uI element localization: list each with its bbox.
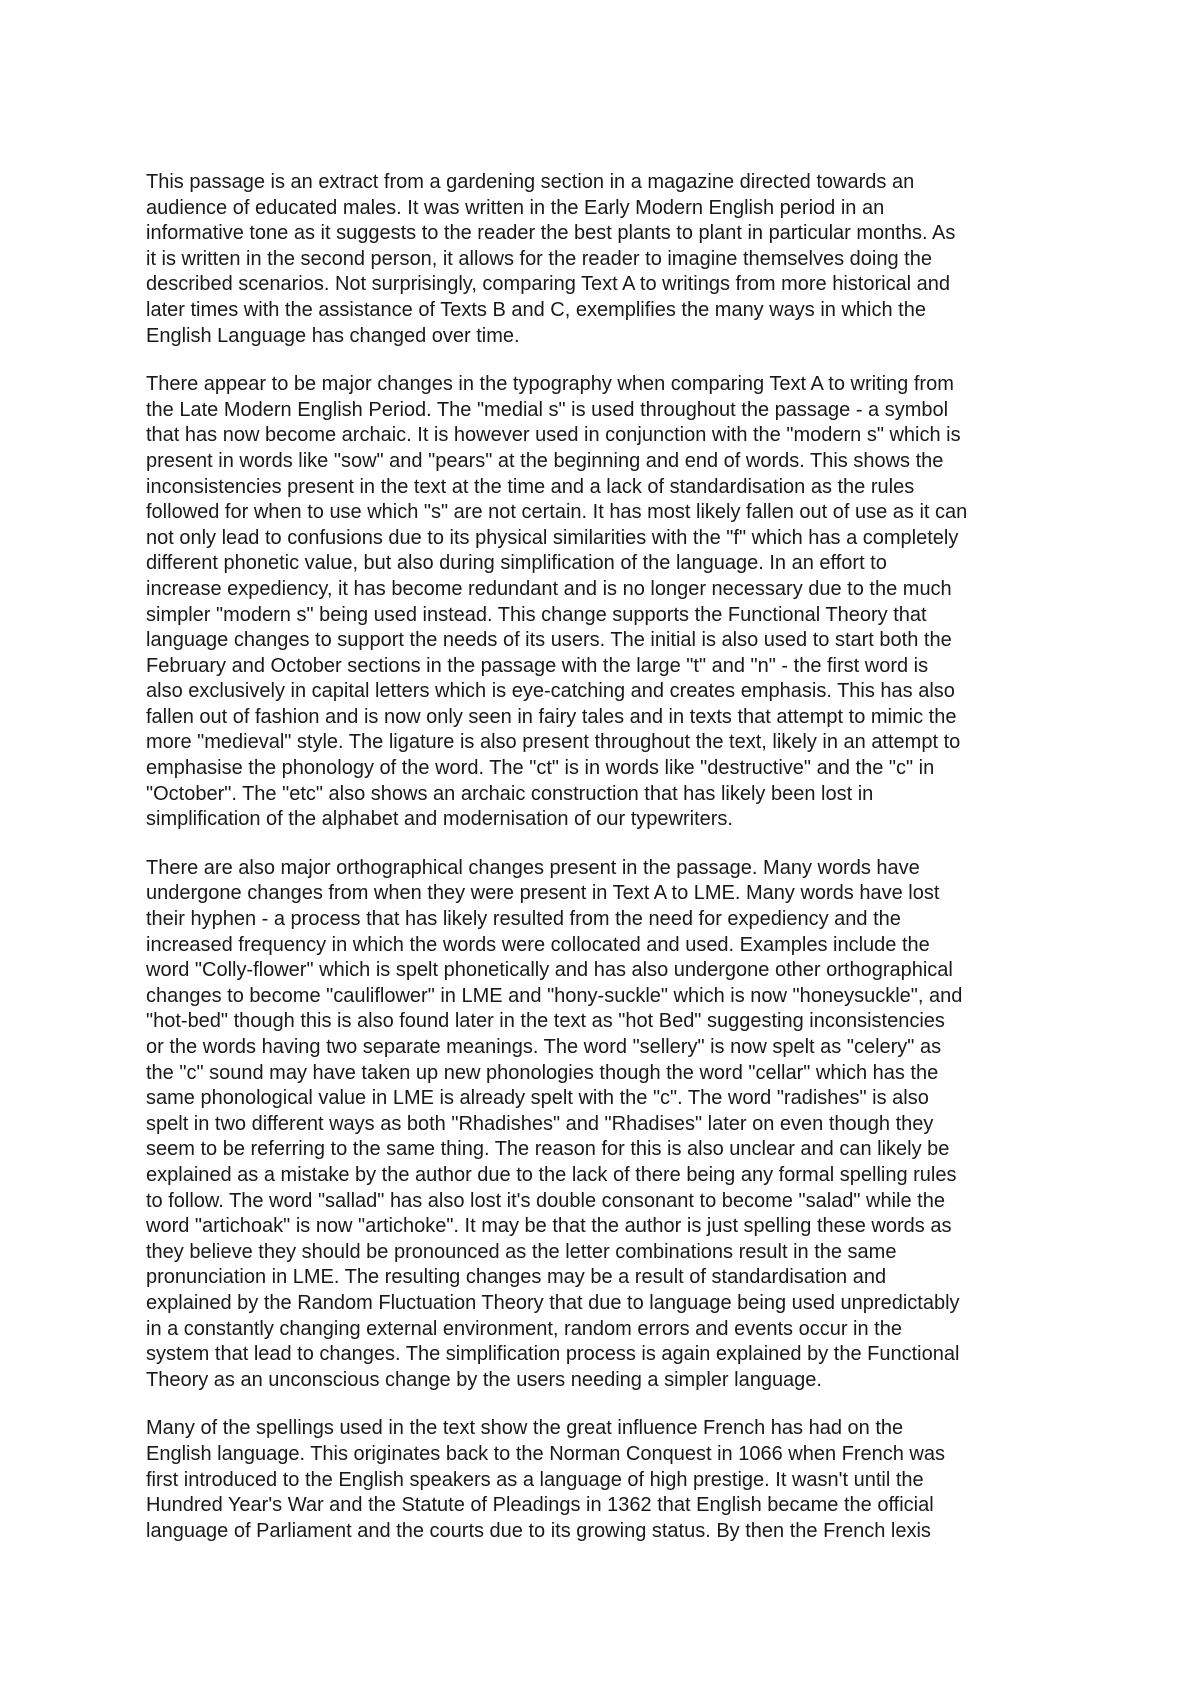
paragraph-french-influence: Many of the spellings used in the text show the great influence French has had on the English language. This originates back to the Norman Conquest in 1066 when French was first introduced to the English speakers as a language of high prestige. It wasn't until the Hundred Year's War and the Statute of Pleadings in 1362 that English became the official language of Parliament and the courts due to its growing status. By then the French lexis — [146, 1417, 945, 1542]
paragraph-intro: This passage is an extract from a gardening section in a magazine directed towards an audience of educated males. It was written in the Early Modern English period in an informative tone as it suggests to the reader the best plants to plant in particular months. As it is written in the second person, it allows for the reader to imagine themselves doing the described scenarios. Not surprisingly, comparing Text A to writings from more historical and later times with the assistance of Texts B and C, exemplifies the many ways in which the English Language has changed over time. — [146, 171, 956, 347]
paragraph-orthography: There are also major orthographical changes present in the passage. Many words have undergone changes from when they were present in Text A to LME. Many words have lost their hyphen - a process that has likely resulted from the need for expediency and the increased frequency in which the words were collocated and used. Examples include the word "Colly-flower" which is spelt phonetically and has also undergone other orthographical changes to become "cauliflower" in LME and "hony-suckle" which is now "honeysuckle", and "hot-bed" though this is also found later in the text as "hot Bed" suggesting inconsistencies or the words having two separate meanings. The word "sellery" is now spelt as "celery" as the "c" sound may have taken up new phonologies though the word "cellar" which has the same phonological value in LME is already spelt with the "c". The word "radishes" is also spelt in two different ways as both "Rhadishes" and "Rhadises" later on even though they seem to be referring to the same thing. The reason for this is also unclear and can likely be explained as a mistake by the author due to the lack of there being any formal spelling rules to follow. The word "sallad" has also lost it's double consonant to become "salad" while the word "artichoak" is now "artichoke". It may be that the author is just spelling these words as they believe they should be pronounced as the letter combinations result in the same pronunciation in LME. The resulting changes may be a result of standardisation and explained by the Random Fluctuation Theory that due to language being used unpredictably in a constantly changing external environment, random errors and events occur in the system that lead to changes. The simplification process is again explained by the Functional Theory as an unconscious change by the users needing a simpler language. — [146, 856, 963, 1391]
paragraph-typography: There appear to be major changes in the typography when comparing Text A to writing from the Late Modern English Period. The "medial s" is used throughout the passage - a symbol that has now become archaic. It is however used in conjunction with the "modern s" which is present in words like "sow" and "pears" at the beginning and end of words. This shows the inconsistencies present in the text at the time and a lack of standardisation as the rules followed for when to use which "s" are not certain. It has most likely fallen out of use as it can not only lead to confusions due to its physical similarities with the "f" which has a completely different phonetic value, but also during simplification of the language. In an effort to increase expediency, it has become redundant and is no longer necessary due to the much simpler "modern s" being used instead. This change supports the Functional Theory that language changes to support the needs of its users. The initial is also used to start both the February and October sections in the passage with the large "t" and "n" - the first word is also exclusively in capital letters which is eye-catching and creates emphasis. This has also fallen out of fashion and is now only seen in fairy tales and in texts that attempt to mimic the more "medieval" style. The ligature is also present throughout the text, likely in an attempt to emphasise the phonology of the word. The "ct" is in words like "destructive" and the "c" in "October". The "etc" also shows an archaic construction that has likely been lost in simplification of the alphabet and modernisation of our typewriters. — [146, 373, 968, 831]
document-body — [146, 170, 1066, 1567]
